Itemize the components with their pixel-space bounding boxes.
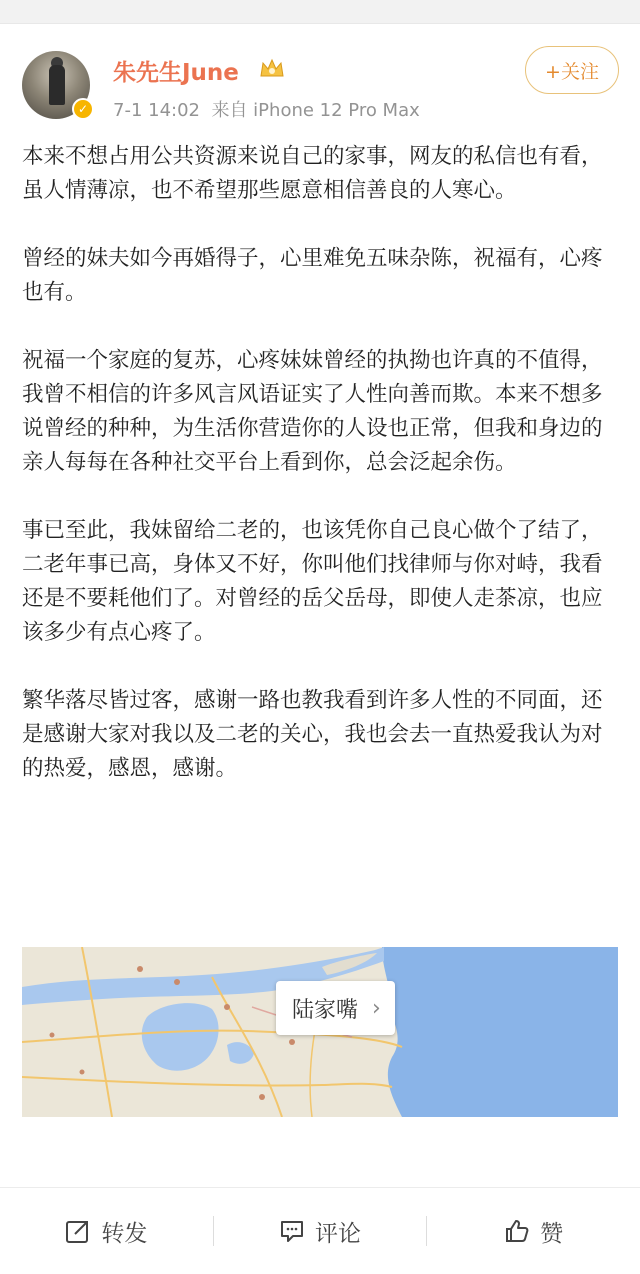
post-paragraph: 本来不想占用公共资源来说自己的家事，网友的私信也有看，虽人情薄凉，也不希望那些愿意相信善良的人寒心。 — [22, 144, 603, 203]
post-paragraph: 曾经的妹夫如今再婚得子，心里难免五味杂陈，祝福有，心疼也有。 — [22, 246, 603, 305]
repost-button[interactable] — [0, 1201, 213, 1261]
thumbs-up-icon — [504, 1218, 530, 1244]
post-paragraph: 事已至此，我妹留给二老的，也该凭你自己良心做个了结了，二老年事已高，身体又不好，你叫他们找律师与你对峙，我看还是不要耗他们了。对曾经的岳父岳母，即使人走茶凉，也应该多少有点心疼了。 — [22, 518, 603, 645]
verified-badge-icon: ✓ — [72, 98, 94, 120]
post-paragraph: 祝福一个家庭的复苏，心疼妹妹曾经的执拗也许真的不值得，我曾不相信的许多风言风语证实了人性向善而欺。本来不想多说曾经的种种，为生活你营造你的人设也正常，但我和身边的亲人每每在各种社交平台上看到你，总会泛起余伤。 — [22, 348, 603, 475]
follow-button[interactable]: +关注 — [525, 46, 619, 94]
action-bar — [0, 1187, 640, 1274]
vip-crown-icon — [258, 56, 286, 80]
avatar-figure-body — [49, 65, 65, 105]
map-location-label[interactable] — [276, 981, 395, 1035]
repost-icon — [65, 1218, 91, 1244]
post-source: 来自 iPhone 12 Pro Max — [211, 100, 420, 121]
map-location-name: 陆家嘴 — [292, 997, 359, 1023]
location-map[interactable] — [22, 947, 618, 1117]
post-content — [22, 140, 618, 820]
comment-label: 评论 — [315, 1220, 361, 1247]
post-header — [0, 24, 640, 134]
comment-icon — [279, 1218, 305, 1244]
like-button[interactable] — [427, 1201, 640, 1261]
post-timestamp: 7-1 14:02 — [113, 100, 200, 121]
post-paragraph: 繁华落尽皆过客，感谢一路也教我看到许多人性的不同面，还是感谢大家对我以及二老的关心，我也会去一直热爱我认为对的热爱，感恩，感谢。 — [22, 688, 603, 781]
top-strip — [0, 0, 640, 24]
comment-button[interactable] — [214, 1201, 427, 1261]
like-label: 赞 — [540, 1220, 564, 1247]
post-meta — [113, 96, 420, 122]
chevron-right-icon: › — [372, 995, 381, 1021]
username[interactable]: 朱先生June — [113, 60, 239, 86]
repost-label: 转发 — [101, 1220, 148, 1247]
